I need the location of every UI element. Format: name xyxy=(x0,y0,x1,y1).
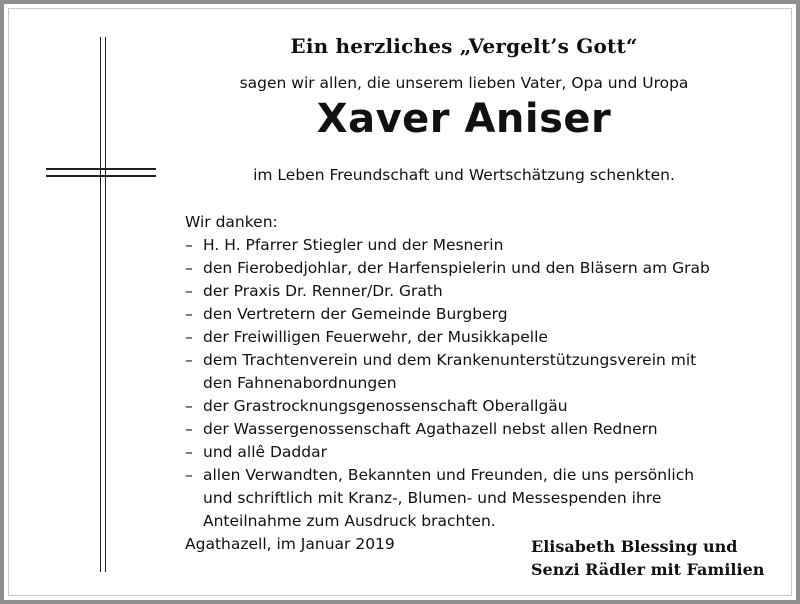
list-dash: – xyxy=(185,351,193,369)
list-item-text: der Praxis Dr. Renner/Dr. Grath xyxy=(203,282,443,300)
list-item-text: allen Verwandten, Bekannten und Freunden, die uns persönlich xyxy=(203,466,695,484)
list-dash: – xyxy=(185,420,193,438)
list-dash: – xyxy=(185,305,193,323)
deceased-name: Xaver Aniser xyxy=(316,96,612,142)
list-items xyxy=(185,234,710,533)
list-item-text: der Grastrocknungsgenossenschaft Oberallgäu xyxy=(203,397,568,415)
signature-line: Senzi Rädler mit Familien xyxy=(531,560,765,579)
heading: Ein herzliches „Vergelt’s Gott“ xyxy=(290,34,638,58)
list-item-text: den Fierobedjohlar, der Harfenspielerin und den Bläsern am Grab xyxy=(203,259,710,277)
list-item xyxy=(185,441,710,464)
list-dash: – xyxy=(185,236,193,254)
list-item-text: dem Trachtenverein und dem Krankenunterstützungsverein mit xyxy=(203,351,697,369)
signature xyxy=(531,535,764,581)
thanks-list xyxy=(185,211,710,533)
list-dash: – xyxy=(185,328,193,346)
list-item xyxy=(185,303,710,326)
list-item-text: H. H. Pfarrer Stiegler und der Mesnerin xyxy=(203,236,504,254)
list-item-text: der Wassergenossenschaft Agathazell nebst allen Rednern xyxy=(203,420,658,438)
list-dash: – xyxy=(185,259,193,277)
cross-crossbar xyxy=(46,168,156,180)
list-dash: – xyxy=(185,466,193,484)
thanks-text: im Leben Freundschaft und Wertschätzung schenkten. xyxy=(253,166,675,184)
list-item xyxy=(185,464,710,487)
list-dash: – xyxy=(185,443,193,461)
list-item-text: den Vertretern der Gemeinde Burgberg xyxy=(203,305,508,323)
list-item-text: und schriftlich mit Kranz-, Blumen- und Messespenden ihre xyxy=(203,489,662,507)
place-date: Agathazell, im Januar 2019 xyxy=(185,535,395,553)
list-item-text: Anteilnahme zum Ausdruck brachten. xyxy=(203,512,496,530)
list-item xyxy=(185,234,710,257)
list-title: Wir danken: xyxy=(185,213,278,231)
list-dash: – xyxy=(185,282,193,300)
list-item-text: den Fahnenabordnungen xyxy=(203,374,397,392)
list-item xyxy=(185,257,710,280)
list-item xyxy=(185,372,710,395)
list-item xyxy=(185,418,710,441)
list-item xyxy=(185,326,710,349)
list-item xyxy=(185,487,710,510)
list-dash: – xyxy=(185,397,193,415)
intro-text: sagen wir allen, die unserem lieben Vater, Opa und Uropa xyxy=(239,74,689,92)
cross-icon xyxy=(100,37,108,572)
list-item xyxy=(185,510,710,533)
list-item xyxy=(185,395,710,418)
list-item xyxy=(185,280,710,303)
list-item xyxy=(185,349,710,372)
list-item-text: und allê Daddar xyxy=(203,443,327,461)
list-item-text: der Freiwilligen Feuerwehr, der Musikkapelle xyxy=(203,328,548,346)
signature-line: Elisabeth Blessing und xyxy=(531,537,738,556)
